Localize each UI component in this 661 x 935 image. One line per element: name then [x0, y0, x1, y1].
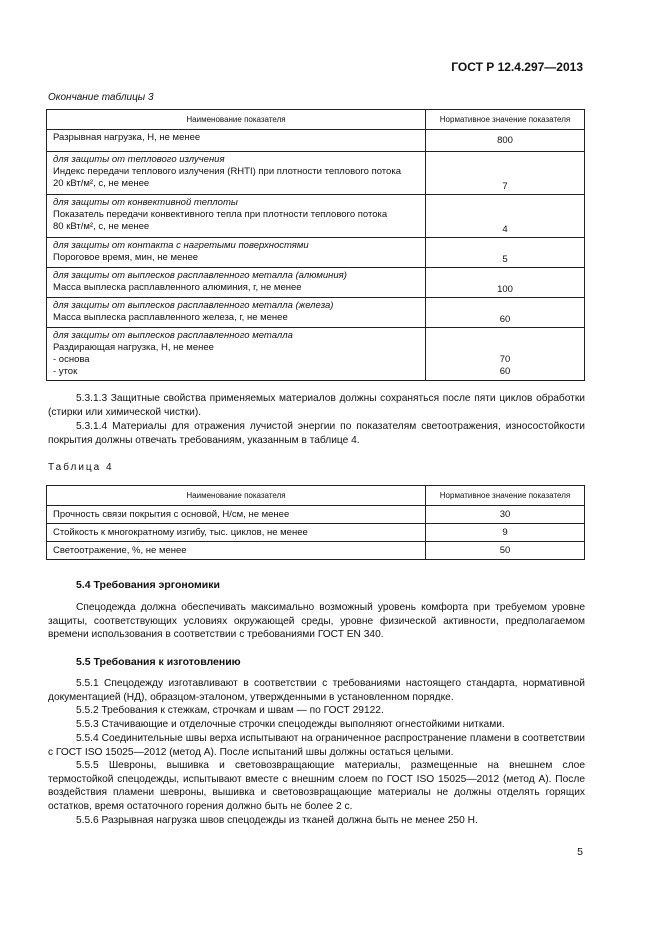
row-line: Масса выплеска расплавленного алюминия, г, не менее	[53, 282, 302, 293]
table-row	[47, 268, 585, 298]
row-value: 5	[426, 238, 585, 268]
row-italic-subtitle: для защиты от контакта с нагретыми поверхностями	[53, 240, 309, 251]
section-5-4-text: Спецодежда должна обеспечивать максимально возможный уровень комфорта при требуемом уровне защиты, соответствующих условиях окружающей среды, уровне физической активности, предполагаемом времени использования в соответствии с требованиями ГОСТ EN 340.	[48, 602, 585, 640]
row-line: Показатель передачи конвективного тепла при плотности теплового потока	[53, 209, 388, 220]
table-row	[47, 328, 585, 381]
table-header-row	[47, 110, 585, 130]
column-header-name: Наименование показателя	[47, 110, 426, 130]
table-4	[46, 485, 585, 560]
row-line: 20 кВт/м², с, не менее	[53, 178, 150, 189]
table-row	[47, 524, 585, 542]
column-header-value: Нормативное значение показателя	[426, 486, 585, 506]
paragraph-5-5-1: 5.5.1 Спецодежду изготавливают в соответствии с требованиями настоящего стандарта, нормативной документацией (НД), образцом-эталоном, утвержденными в установленном порядке.	[48, 678, 585, 703]
row-name	[47, 195, 426, 238]
paragraph-5-3-1-3: 5.3.1.3 Защитные свойства применяемых материалов должны сохраняться после пяти циклов обработки (стирки или химической чистки).	[48, 393, 585, 418]
table-row	[47, 152, 585, 195]
value-line: 70	[499, 354, 511, 365]
row-line: Масса выплеска расплавленного железа, г, не менее	[53, 312, 288, 323]
row-name	[47, 152, 426, 195]
page-number: 5	[577, 846, 583, 858]
row-name	[47, 130, 426, 152]
document-code: ГОСТ Р 12.4.297—2013	[451, 60, 583, 74]
table-row	[47, 298, 585, 328]
paragraph-5-3-1-4: 5.3.1.4 Материалы для отражения лучистой энергии по показателям светоотражения, износостойкости покрытия должны отвечать требованиям, указанным в таблице 4.	[48, 421, 585, 446]
paragraph-5-5-3: 5.5.3 Стачивающие и отделочные строчки спецодежды выполняют огнестойкими нитками.	[76, 719, 505, 730]
column-header-name: Наименование показателя	[47, 486, 426, 506]
paragraph-5-5-2: 5.5.2 Требования к стежкам, строчкам и швам — по ГОСТ 29122.	[76, 705, 384, 716]
row-italic-subtitle: для защиты от теплового излучения	[53, 154, 225, 165]
paragraph-5-5-4: 5.5.4 Соединительные швы верха испытывают на ограниченное распространение пламени в соответствии с ГОСТ ISO 15025—2012 (метод А). После испытаний швы должны остаться целыми.	[48, 733, 585, 758]
row-value: 60	[426, 298, 585, 328]
row-line: - основа	[53, 354, 90, 365]
row-value: 50	[426, 542, 585, 560]
table4-label: Таблица 4	[48, 462, 114, 473]
column-header-value: Нормативное значение показателя	[426, 110, 585, 130]
row-name	[47, 328, 426, 381]
table-header-row	[47, 486, 585, 506]
row-line: Разрывная нагрузка, Н, не менее	[53, 132, 201, 143]
section-5-4-heading: 5.4 Требования эргономики	[76, 579, 220, 591]
table-3	[46, 109, 585, 381]
paragraph-5-5-5: 5.5.5 Шевроны, вышивка и световозвращающие материалы, размещенные на внешнем слое термостойкой спецодежды, испытывают вместе с внешним слоем по ГОСТ ISO 15025—2012 (метод А). После воздействия пламени шевроны, вышивка и световозвращающие материалы не должны отделять горящих остатков, время остаточного горения должно быть не более 2 с.	[48, 760, 585, 812]
row-italic-subtitle: для защиты от конвективной теплоты	[53, 197, 238, 208]
row-name: Светоотражение, %, не менее	[47, 542, 426, 560]
row-name	[47, 298, 426, 328]
row-value: 100	[426, 268, 585, 298]
row-line: - уток	[53, 366, 78, 377]
row-name	[47, 268, 426, 298]
row-value: 800	[426, 130, 585, 152]
table-row	[47, 195, 585, 238]
paragraph-5-5-6: 5.5.6 Разрывная нагрузка швов спецодежды из тканей должна быть не менее 250 Н.	[76, 815, 478, 826]
row-value	[426, 328, 585, 381]
table-row	[47, 130, 585, 152]
table-row	[47, 542, 585, 560]
table3-caption: Окончание таблицы 3	[48, 92, 154, 103]
row-name	[47, 238, 426, 268]
value-line: 60	[499, 366, 511, 377]
row-line: Пороговое время, мин, не менее	[53, 252, 199, 263]
row-value: 30	[426, 506, 585, 524]
row-italic-subtitle: для защиты от выплесков расплавленного металла (железа)	[53, 300, 334, 311]
row-line: Раздирающая нагрузка, Н, не менее	[53, 342, 214, 353]
table-row	[47, 238, 585, 268]
row-value: 7	[426, 152, 585, 195]
table-row	[47, 506, 585, 524]
row-italic-subtitle: для защиты от выплесков расплавленного металла	[53, 330, 293, 341]
row-name: Стойкость к многократному изгибу, тыс. циклов, не менее	[47, 524, 426, 542]
row-line: 80 кВт/м², с, не менее	[53, 221, 150, 232]
row-value: 4	[426, 195, 585, 238]
row-italic-subtitle: для защиты от выплесков расплавленного металла (алюминия)	[53, 270, 347, 281]
row-line: Индекс передачи теплового излучения (RHTI) при плотности теплового потока	[53, 166, 401, 177]
section-5-5-heading: 5.5 Требования к изготовлению	[76, 656, 241, 668]
row-name: Прочность связи покрытия с основой, Н/см, не менее	[47, 506, 426, 524]
row-value: 9	[426, 524, 585, 542]
